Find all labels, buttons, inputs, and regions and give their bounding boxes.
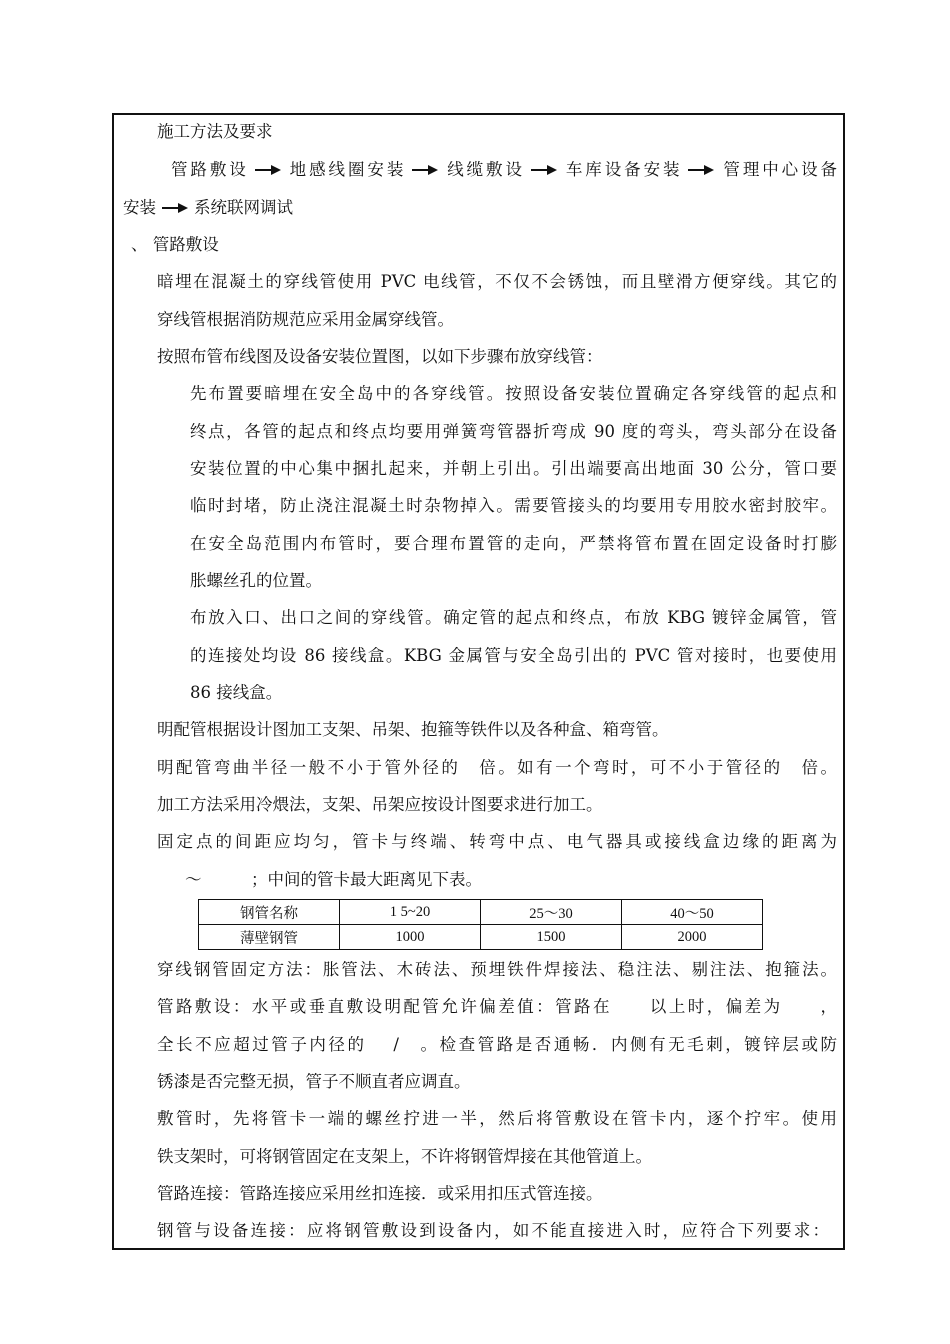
flow-step: 地感线圈安装	[286, 160, 407, 179]
text-line: 安装位置的中心集中捆扎起来，并朝上引出。引出端要高出地面 30 公分，管口要	[190, 459, 837, 478]
arrow-right-icon	[162, 202, 188, 214]
text-line: 固定点的间距应均匀，管卡与终端、转弯中点、电气器具或接线盒边缘的距离为	[157, 832, 837, 851]
text-line: 胀螺丝孔的位置。	[190, 571, 322, 590]
text-line: 穿线管根据消防规范应采用金属穿线管。	[157, 310, 454, 329]
text-line: 暗埋在混凝土的穿线管使用 PVC 电线管，不仅不会锈蚀，而且壁滑方便穿线。其它的	[157, 272, 837, 291]
table-row	[199, 925, 763, 950]
pipe-spacing-table	[198, 899, 763, 950]
flow-step: 线缆敷设	[444, 160, 525, 179]
arrow-right-icon	[412, 164, 438, 176]
text-line: 穿线钢管固定方法：胀管法、木砖法、预埋铁件焊接法、稳注法、剔注法、抱箍法。	[157, 960, 837, 979]
flow-line-1	[171, 158, 837, 182]
text-line: 在安全岛范围内布管时，要合理布置管的走向，严禁将管布置在固定设备时打膨	[190, 534, 837, 553]
table-cell: 25～30	[481, 900, 622, 925]
table-cell: 2000	[622, 925, 763, 950]
table-cell: 钢管名称	[199, 900, 340, 925]
text-line: 管路敷设：水平或垂直敷设明配管允许偏差值：管路在 以上时，偏差为 ，	[157, 997, 837, 1016]
flow-step: 管路敷设	[171, 160, 249, 179]
flow-step: 安装	[123, 198, 156, 217]
text-line: 管路连接：管路连接应采用丝扣连接．或采用扣压式管连接。	[157, 1184, 603, 1203]
text-line: ～ ；中间的管卡最大距离见下表。	[185, 870, 482, 889]
text-line: 加工方法采用冷煨法，支架、吊架应按设计图要求进行加工。	[157, 795, 603, 814]
text-line: 布放入口、出口之间的穿线管。确定管的起点和终点，布放 KBG 镀锌金属管，管	[190, 608, 837, 627]
section-title: 、 管路敷设	[131, 235, 219, 254]
flow-step: 车库设备安装	[562, 160, 683, 179]
text-line: 明配管根据设计图加工支架、吊架、抱箍等铁件以及各种盒、箱弯管。	[157, 720, 669, 739]
text-line: 全长不应超过管子内径的 / 。检查管路是否通畅．内侧有无毛刺，镀锌层或防	[157, 1035, 837, 1054]
flow-step: 系统联网调试	[194, 198, 293, 217]
arrow-right-icon	[255, 164, 281, 176]
page-heading: 施工方法及要求	[157, 122, 273, 141]
text-line: 锈漆是否完整无损，管子不顺直者应调直。	[157, 1072, 471, 1091]
text-line: 明配管弯曲半径一般不小于管外径的 倍。如有一个弯时，可不小于管径的 倍。	[157, 758, 837, 777]
text-line: 86 接线盒。	[190, 683, 283, 702]
arrow-right-icon	[531, 164, 557, 176]
arrow-right-icon	[688, 164, 714, 176]
text-line: 钢管与设备连接：应将钢管敷设到设备内，如不能直接进入时，应符合下列要求：	[157, 1221, 829, 1240]
table-cell: 1500	[481, 925, 622, 950]
table-cell: 1000	[340, 925, 481, 950]
text-line: 按照布管布线图及设备安装位置图，以如下步骤布放穿线管：	[157, 347, 603, 366]
table-row	[199, 900, 763, 925]
table-cell: 40～50	[622, 900, 763, 925]
flow-step: 管理中心设备	[720, 160, 838, 179]
text-line: 临时封堵，防止浇注混凝土时杂物掉入。需要管接头的均要用专用胶水密封胶牢。	[190, 496, 837, 515]
table-cell: 薄壁钢管	[199, 925, 340, 950]
text-line: 先布置要暗埋在安全岛中的各穿线管。按照设备安装位置确定各穿线管的起点和	[190, 384, 837, 403]
text-line: 终点，各管的起点和终点均要用弹簧弯管器折弯成 90 度的弯头，弯头部分在设备	[190, 422, 837, 441]
text-line: 敷管时，先将管卡一端的螺丝拧进一半，然后将管敷设在管卡内，逐个拧牢。使用	[157, 1109, 837, 1128]
table-cell: 1 5~20	[340, 900, 481, 925]
text-line: 的连接处均设 86 接线盒。KBG 金属管与安全岛引出的 PVC 管对接时，也要使用	[190, 646, 837, 665]
flow-line-2	[123, 196, 293, 220]
text-line: 铁支架时，可将钢管固定在支架上，不许将钢管焊接在其他管道上。	[157, 1147, 652, 1166]
